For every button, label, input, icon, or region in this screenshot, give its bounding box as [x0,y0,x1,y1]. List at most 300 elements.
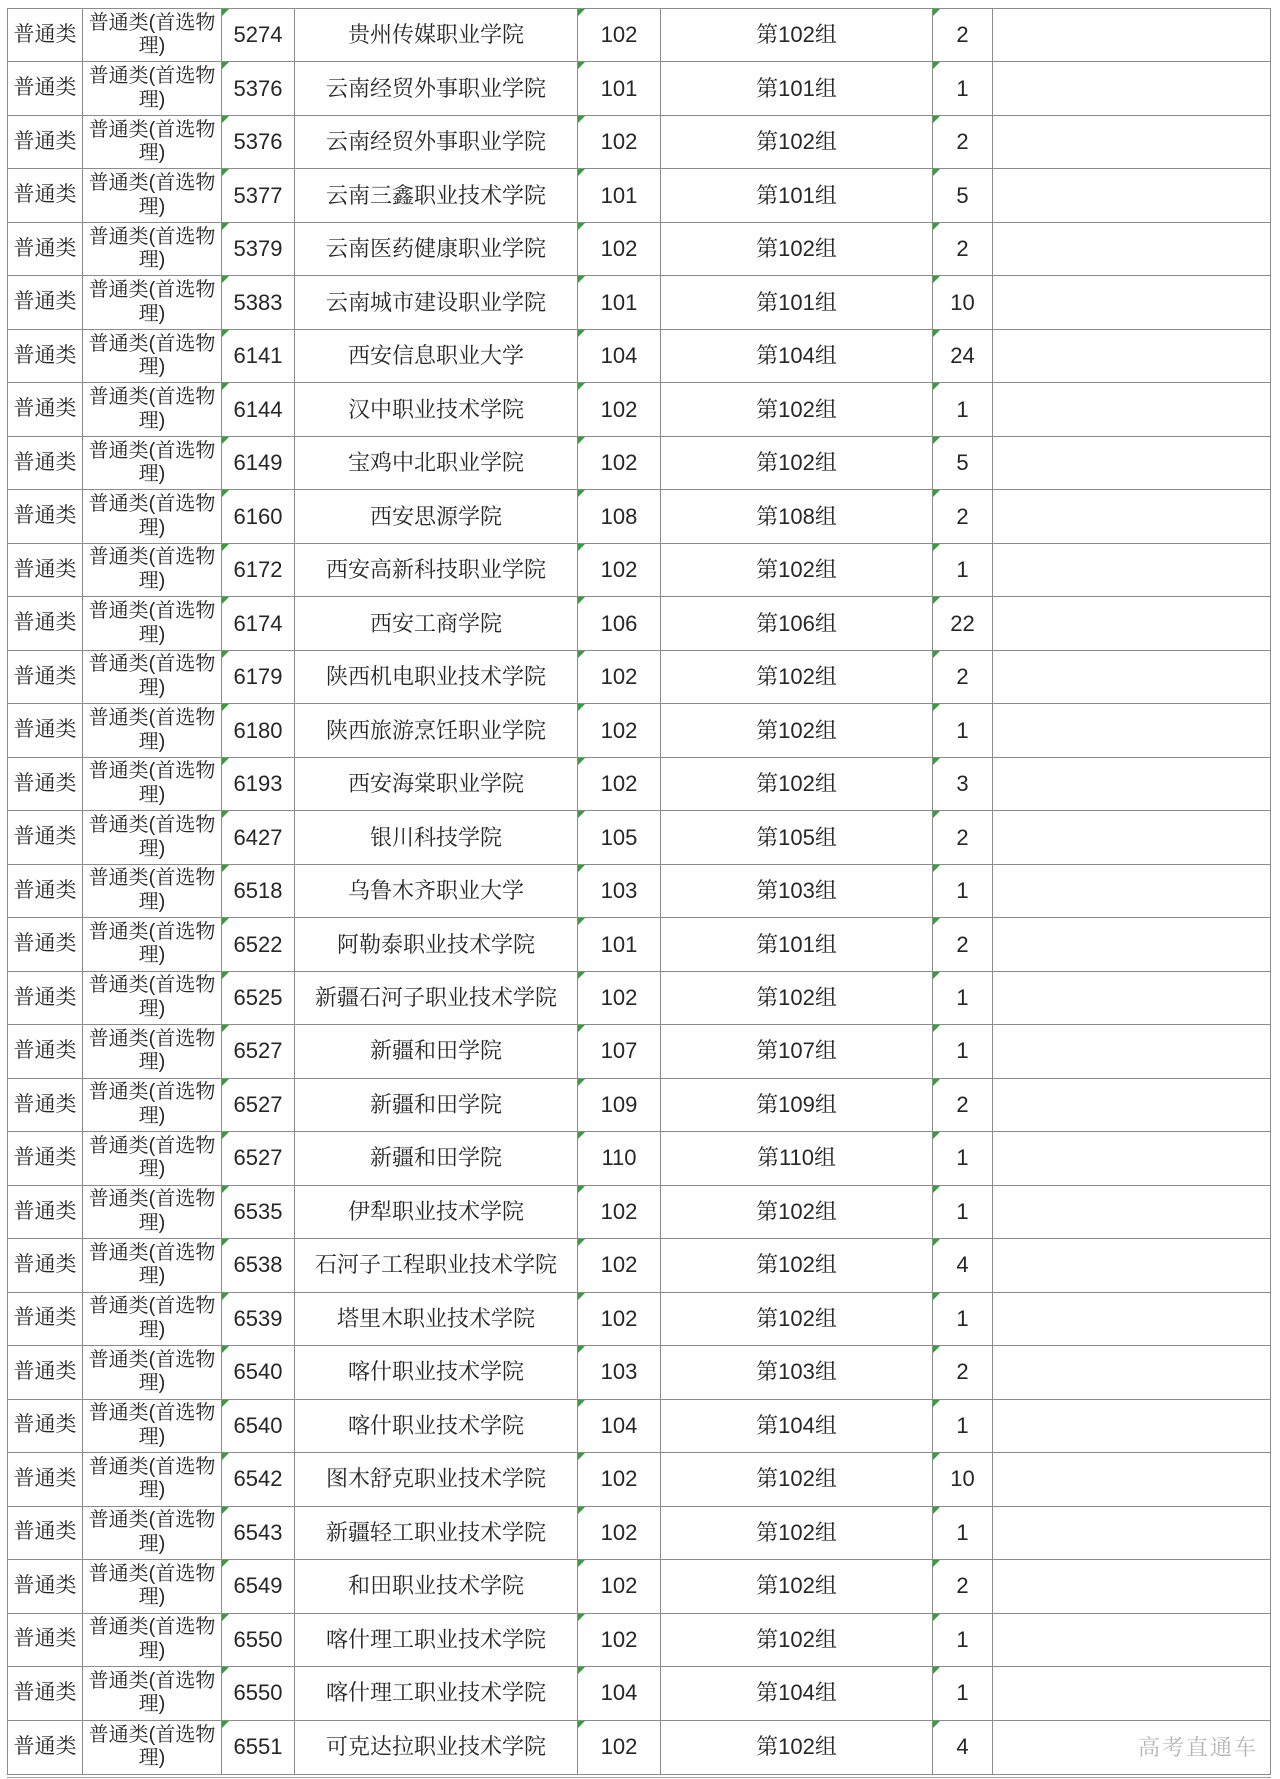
cell-college-name [295,62,578,115]
college-code-text: 6179 [233,664,283,690]
plan-count-text: 1 [956,1680,969,1706]
plan-count-text: 1 [956,396,969,422]
subcategory-text: 普通类(首选物理) [88,1562,216,1609]
college-name-text: 喀什理工职业技术学院 [325,1626,546,1652]
cell-group-code [578,1507,661,1560]
cell-subcategory [83,1507,222,1560]
cell-empty [993,1132,1270,1185]
table-row [8,865,1270,918]
cell-category [8,651,83,704]
group-code-text: 102 [600,984,638,1010]
cell-college-code [222,1132,295,1185]
cell-subcategory [83,116,222,169]
table-row [8,1507,1270,1560]
subcategory-text: 普通类(首选物理) [88,813,216,860]
cell-category [8,437,83,490]
group-code-text: 105 [600,824,638,850]
cell-subcategory [83,1239,222,1292]
cell-college-name [295,1079,578,1132]
subcategory-text: 普通类(首选物理) [88,974,216,1020]
cell-college-name [295,1560,578,1613]
cell-group-code [578,1400,661,1453]
group-code-text: 101 [600,931,638,957]
cell-empty [993,1239,1270,1292]
cell-empty [993,490,1270,543]
number-as-text-marker-icon [222,1239,229,1246]
cell-college-name [295,169,578,222]
cell-group-code [578,1025,661,1078]
number-as-text-marker-icon [578,383,585,390]
cell-college-name [295,1239,578,1292]
cell-group-code [578,1721,661,1774]
cell-subcategory [83,1346,222,1399]
cell-subcategory [83,490,222,543]
table-row [8,1400,1270,1453]
category-text: 普通类 [13,1734,77,1758]
cell-subcategory [83,1186,222,1239]
table-row [8,972,1270,1025]
cell-plan-count [933,544,993,597]
group-label-text: 第101组 [756,75,837,101]
number-as-text-marker-icon [222,1614,229,1621]
number-as-text-marker-icon [222,1079,229,1086]
cell-college-code [222,116,295,169]
plan-count-text: 1 [956,75,969,101]
watermark-text: 高考直通车 [1137,1735,1258,1760]
table-row [8,651,1270,704]
subcategory-text: 普通类(首选物理) [88,1669,216,1716]
college-name-text: 贵州传媒职业学院 [347,22,524,48]
cell-group-label [661,276,933,329]
number-as-text-marker-icon [578,116,585,123]
cell-plan-count [933,1507,993,1560]
cell-college-name [295,1346,578,1399]
cell-group-label [661,1132,933,1185]
cell-category [8,1239,83,1292]
cell-group-label [661,1186,933,1239]
category-text: 普通类 [13,450,77,474]
plan-count-text: 10 [950,289,975,315]
college-name-text: 新疆和田学院 [369,1145,502,1171]
table-row [8,758,1270,811]
college-code-text: 6538 [233,1252,283,1278]
cell-empty [993,1667,1270,1720]
subcategory-text: 普通类(首选物理) [88,439,216,486]
cell-plan-count [933,1560,993,1613]
cell-empty [993,865,1270,918]
number-as-text-marker-icon [578,1025,585,1032]
number-as-text-marker-icon [578,972,585,979]
cell-empty [993,223,1270,276]
cell-college-code [222,1614,295,1667]
cell-empty [993,1400,1270,1453]
category-text: 普通类 [13,1092,77,1116]
cell-empty [993,9,1270,62]
table-row [8,1079,1270,1132]
group-label-text: 第105组 [756,824,837,850]
category-text: 普通类 [13,1146,77,1170]
number-as-text-marker-icon [578,811,585,818]
cell-subcategory [83,1400,222,1453]
cell-empty [993,330,1270,383]
college-code-text: 5376 [233,129,283,155]
cell-group-label [661,1614,933,1667]
cell-college-code [222,276,295,329]
cell-group-label [661,758,933,811]
college-code-text: 6144 [233,396,283,422]
cell-group-code [578,1667,661,1720]
number-as-text-marker-icon [222,811,229,818]
cell-college-code [222,1079,295,1132]
group-label-text: 第103组 [756,1359,837,1385]
category-text: 普通类 [13,290,77,314]
college-code-text: 6525 [233,984,283,1010]
category-text: 普通类 [13,1359,77,1383]
number-as-text-marker-icon [578,437,585,444]
group-label-text: 第106组 [756,610,837,636]
cell-group-label [661,169,933,222]
group-label-text: 第101组 [756,289,837,315]
group-code-text: 109 [600,1091,638,1117]
plan-count-text: 2 [956,236,969,262]
number-as-text-marker-icon [222,1400,229,1407]
cell-plan-count [933,383,993,436]
number-as-text-marker-icon [933,972,940,979]
cell-subcategory [83,544,222,597]
college-name-text: 喀什职业技术学院 [347,1359,524,1385]
group-label-text: 第104组 [756,1412,837,1438]
college-name-text: 新疆石河子职业技术学院 [314,984,557,1010]
number-as-text-marker-icon [578,1560,585,1567]
college-name-text: 和田职业技术学院 [347,1573,524,1599]
number-as-text-marker-icon [222,1132,229,1139]
number-as-text-marker-icon [222,330,229,337]
cell-college-code [222,1400,295,1453]
cell-category [8,116,83,169]
cell-empty [993,116,1270,169]
cell-group-code [578,1560,661,1613]
cell-empty [993,62,1270,115]
cell-college-code [222,1239,295,1292]
cell-plan-count [933,169,993,222]
group-label-text: 第102组 [756,450,837,476]
cell-plan-count [933,62,993,115]
cell-group-label [661,490,933,543]
category-text: 普通类 [13,1466,77,1490]
number-as-text-marker-icon [933,597,940,604]
cell-college-code [222,1293,295,1346]
group-label-text: 第102组 [756,984,837,1010]
college-code-text: 6149 [233,450,283,476]
group-code-text: 104 [600,343,638,369]
cell-group-label [661,918,933,971]
number-as-text-marker-icon [222,1186,229,1193]
number-as-text-marker-icon [933,1721,940,1728]
plan-count-text: 2 [956,129,969,155]
cell-subcategory [83,597,222,650]
cell-group-code [578,223,661,276]
table-row [8,1132,1270,1185]
cell-college-name [295,918,578,971]
plan-count-text: 1 [956,717,969,743]
subcategory-text: 普通类(首选物理) [88,279,216,325]
plan-count-text: 1 [956,1038,969,1064]
college-name-text: 伊犁职业技术学院 [347,1198,524,1224]
cell-plan-count [933,1346,993,1399]
cell-group-code [578,1079,661,1132]
group-code-text: 102 [600,771,638,797]
cell-group-code [578,704,661,757]
subcategory-text: 普通类(首选物理) [88,706,216,753]
cell-college-name [295,223,578,276]
group-label-text: 第101组 [756,182,837,208]
cell-group-code [578,437,661,490]
number-as-text-marker-icon [222,1025,229,1032]
plan-count-text: 22 [950,610,975,636]
cell-plan-count [933,1025,993,1078]
cell-subcategory [83,9,222,62]
table-row [8,116,1270,169]
cell-empty [993,276,1270,329]
number-as-text-marker-icon [578,223,585,230]
number-as-text-marker-icon [933,437,940,444]
number-as-text-marker-icon [933,1453,940,1460]
table-row [8,1186,1270,1239]
cell-college-code [222,62,295,115]
cell-group-label [661,972,933,1025]
cell-empty [993,597,1270,650]
plan-count-text: 1 [956,1519,969,1545]
cell-empty [993,1346,1270,1399]
category-text: 普通类 [13,932,77,956]
college-name-text: 云南城市建设职业学院 [325,289,546,315]
college-name-text: 西安工商学院 [369,610,502,636]
cell-group-code [578,9,661,62]
college-code-text: 5376 [233,75,283,101]
cell-subcategory [83,972,222,1025]
table-row [8,1346,1270,1399]
cell-group-label [661,62,933,115]
college-name-text: 阿勒泰职业技术学院 [336,931,535,957]
cell-group-code [578,1186,661,1239]
number-as-text-marker-icon [933,1025,940,1032]
plan-count-text: 2 [956,503,969,529]
cell-college-name [295,437,578,490]
group-label-text: 第102组 [756,1198,837,1224]
cell-group-label [661,544,933,597]
number-as-text-marker-icon [222,437,229,444]
group-code-text: 102 [600,557,638,583]
cell-category [8,811,83,864]
college-name-text: 云南经贸外事职业学院 [325,129,546,155]
cell-plan-count [933,1667,993,1720]
college-code-text: 6540 [233,1359,283,1385]
number-as-text-marker-icon [933,1560,940,1567]
college-name-text: 新疆和田学院 [369,1091,502,1117]
group-label-text: 第102组 [756,717,837,743]
cell-group-label [661,330,933,383]
category-text: 普通类 [13,236,77,260]
plan-count-text: 2 [956,1573,969,1599]
cell-group-label [661,1346,933,1399]
cell-group-code [578,1239,661,1292]
group-code-text: 102 [600,1519,638,1545]
cell-subcategory [83,1132,222,1185]
plan-count-text: 5 [956,450,969,476]
group-code-text: 102 [600,1573,638,1599]
cell-category [8,544,83,597]
cell-group-code [578,383,661,436]
plan-count-text: 2 [956,1091,969,1117]
cell-plan-count [933,116,993,169]
cell-group-code [578,811,661,864]
cell-plan-count [933,1614,993,1667]
cell-subcategory [83,62,222,115]
college-code-text: 6527 [233,1038,283,1064]
cell-group-label [661,1560,933,1613]
category-text: 普通类 [13,1253,77,1276]
plan-count-text: 1 [956,1145,969,1171]
table-row [8,918,1270,971]
cell-college-name [295,597,578,650]
cell-college-name [295,9,578,62]
cell-college-code [222,811,295,864]
number-as-text-marker-icon [933,490,940,497]
cell-category [8,276,83,329]
cell-college-code [222,1453,295,1506]
cell-group-code [578,544,661,597]
subcategory-text: 普通类(首选物理) [88,920,216,967]
cell-plan-count [933,865,993,918]
cell-subcategory [83,651,222,704]
number-as-text-marker-icon [578,758,585,765]
college-code-text: 5274 [233,22,283,48]
category-text: 普通类 [13,343,77,367]
number-as-text-marker-icon [578,1614,585,1621]
college-code-text: 6527 [233,1145,283,1171]
college-code-text: 5379 [233,236,283,262]
category-text: 普通类 [13,1573,77,1597]
cell-group-code [578,758,661,811]
cell-college-name [295,330,578,383]
plan-count-text: 1 [956,984,969,1010]
group-label-text: 第102组 [756,664,837,690]
subcategory-text: 普通类(首选物理) [88,332,216,379]
cell-category [8,223,83,276]
group-label-text: 第107组 [756,1038,837,1064]
cell-subcategory [83,918,222,971]
cell-college-code [222,1507,295,1560]
number-as-text-marker-icon [222,1507,229,1514]
cell-category [8,1560,83,1613]
number-as-text-marker-icon [222,1560,229,1567]
college-name-text: 新疆轻工职业技术学院 [325,1519,546,1545]
cell-category [8,758,83,811]
college-code-text: 6539 [233,1305,283,1331]
cell-subcategory [83,1667,222,1720]
category-text: 普通类 [13,22,77,46]
next-row-cut-line [7,1777,1271,1778]
number-as-text-marker-icon [222,169,229,176]
cell-empty [993,1453,1270,1506]
table-row [8,1293,1270,1346]
group-label-text: 第102组 [756,1573,837,1599]
number-as-text-marker-icon [933,811,940,818]
cell-college-name [295,544,578,597]
cell-group-code [578,1614,661,1667]
cell-category [8,9,83,62]
group-code-text: 104 [600,1412,638,1438]
college-code-text: 5377 [233,182,283,208]
group-code-text: 102 [600,1305,638,1331]
number-as-text-marker-icon [578,9,585,16]
subcategory-text: 普通类(首选物理) [88,760,216,807]
number-as-text-marker-icon [578,597,585,604]
group-code-text: 102 [600,1466,638,1492]
cell-subcategory [83,1453,222,1506]
cell-plan-count [933,490,993,543]
cell-college-code [222,490,295,543]
cell-empty [993,437,1270,490]
subcategory-text: 普通类(首选物理) [88,1348,216,1395]
number-as-text-marker-icon [578,276,585,283]
plan-count-text: 4 [956,1734,969,1760]
number-as-text-marker-icon [933,918,940,925]
cell-empty [993,918,1270,971]
number-as-text-marker-icon [933,865,940,872]
number-as-text-marker-icon [222,1293,229,1300]
cell-college-name [295,1293,578,1346]
college-name-text: 新疆和田学院 [369,1038,502,1064]
cell-college-code [222,1560,295,1613]
cell-plan-count [933,918,993,971]
college-name-text: 西安信息职业大学 [347,343,524,369]
number-as-text-marker-icon [578,704,585,711]
cell-empty [993,1079,1270,1132]
cell-subcategory [83,1614,222,1667]
cell-group-label [661,865,933,918]
group-code-text: 102 [600,1734,638,1760]
cell-group-code [578,918,661,971]
subcategory-text: 普通类(首选物理) [88,1241,216,1288]
group-code-text: 102 [600,717,638,743]
cell-subcategory [83,704,222,757]
cell-college-name [295,1186,578,1239]
cell-college-name [295,1400,578,1453]
plan-count-text: 1 [956,1412,969,1438]
group-label-text: 第102组 [756,1305,837,1331]
cell-group-label [661,1239,933,1292]
cell-plan-count [933,1400,993,1453]
category-text: 普通类 [13,1413,77,1437]
cell-college-code [222,758,295,811]
cell-plan-count [933,704,993,757]
cell-category [8,1025,83,1078]
table-row [8,223,1270,276]
table-row [8,9,1270,62]
number-as-text-marker-icon [222,918,229,925]
cell-group-label [661,1293,933,1346]
cell-group-code [578,651,661,704]
group-label-text: 第108组 [756,503,837,529]
cell-group-label [661,1453,933,1506]
subcategory-text: 普通类(首选物理) [88,225,216,272]
number-as-text-marker-icon [222,383,229,390]
number-as-text-marker-icon [578,1132,585,1139]
cell-group-code [578,972,661,1025]
number-as-text-marker-icon [578,1453,585,1460]
cell-subcategory [83,758,222,811]
